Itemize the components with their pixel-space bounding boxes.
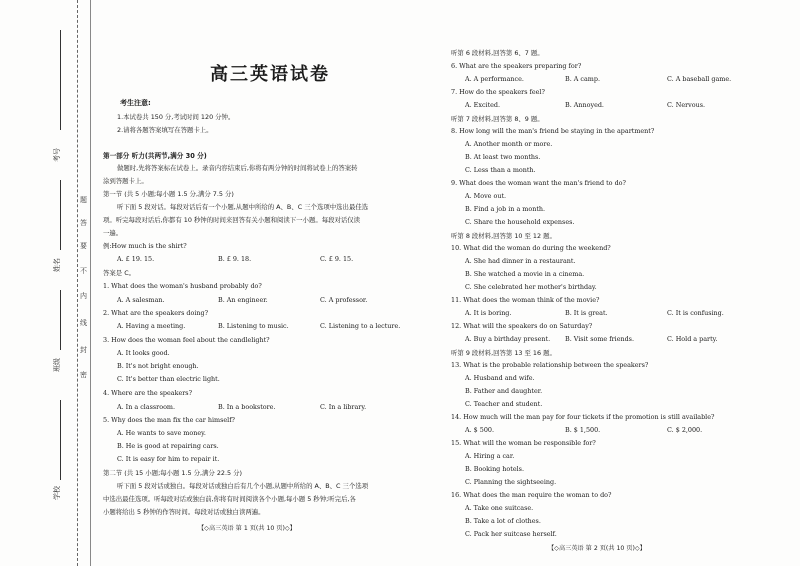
option: C. In a library. — [320, 403, 367, 411]
seal-dashed-line — [77, 0, 78, 566]
option: B. A camp. — [565, 75, 600, 83]
option: B. At least two months. — [465, 153, 541, 161]
question-2: 2. What are the speakers doing? — [103, 309, 208, 317]
option: B. Visit some friends. — [565, 335, 634, 343]
option: A. Hiring a car. — [465, 452, 515, 460]
page-title: 高三英语试卷 — [210, 64, 330, 85]
question-1: 1. What does the woman's husband probably do? — [103, 282, 262, 290]
question-11: 11. What does the woman think of the movie? — [451, 296, 600, 304]
section-two-intro: 中选出最佳选项。听每段对话或独白前,你将有时间阅读各个小题,每小题 5 秒钟;听完后,各 — [103, 495, 356, 503]
option: C. Share the household expenses. — [465, 218, 575, 226]
name-field[interactable] — [60, 180, 61, 250]
seal-char: 内 — [80, 292, 87, 300]
example-answer: 答案是 C。 — [103, 269, 136, 277]
option: C. Planning the sightseeing. — [465, 478, 557, 486]
option: B. Father and daughter. — [465, 387, 543, 395]
question-14: 14. How much will the man pay for four tickets if the promotion is still available? — [451, 413, 715, 421]
option: C. Nervous. — [667, 101, 706, 109]
option: C. She celebrated her mother's birthday. — [465, 283, 597, 291]
option: B. Take a lot of clothes. — [465, 517, 541, 525]
question-8: 8. How long will the man's friend be staying in the apartment? — [451, 127, 655, 135]
example-option: C. £ 9. 15. — [320, 255, 354, 263]
option: C. Hold a party. — [667, 335, 718, 343]
option: A. Excited. — [465, 101, 501, 109]
exam-number-field[interactable] — [60, 30, 61, 130]
note-line: 1.本试卷共 150 分,考试时间 120 分钟。 — [117, 113, 235, 121]
option: B. He is good at repairing cars. — [117, 442, 219, 450]
option: A. She had dinner in a restaurant. — [465, 257, 576, 265]
option: B. In a bookstore. — [218, 403, 276, 411]
section-two-title: 第二节 (共 15 小题;每小题 1.5 分,满分 22.5 分) — [103, 469, 242, 477]
option: A. Another month or more. — [465, 140, 553, 148]
material-heading: 听第 9 段材料,回答第 13 至 16 题。 — [451, 349, 556, 357]
question-15: 15. What will the woman be responsible for? — [451, 439, 596, 447]
name-label: 姓名 — [53, 258, 61, 272]
seal-char: 密 — [80, 371, 87, 379]
option: B. Find a job in a month. — [465, 205, 546, 213]
section-two-intro: 小题将给出 5 秒钟的作答时间。每段对话或独白读两遍。 — [103, 508, 265, 516]
option: B. She watched a movie in a cinema. — [465, 270, 585, 278]
seal-char: 封 — [80, 346, 87, 354]
exam-number-label: 考号 — [53, 148, 61, 162]
option: B. $ 1,500. — [565, 426, 601, 434]
section-one-title: 第一节 (共 5 小题;每小题 1.5 分,满分 7.5 分) — [103, 190, 234, 198]
example-question: 例:How much is the shirt? — [103, 242, 187, 250]
question-4: 4. Where are the speakers? — [103, 389, 193, 397]
seal-solid-line — [90, 0, 91, 566]
option: A. A salesman. — [117, 296, 165, 304]
question-9: 9. What does the woman want the man's friend to do? — [451, 179, 626, 187]
seal-char: 要 — [80, 242, 87, 250]
seal-char: 线 — [80, 319, 87, 327]
section-one-intro: 项。听完每段对话后,你都有 10 秒钟的时间来回答有关小题和阅读下一小题。每段对话仅读 — [103, 216, 361, 224]
option: A. It is boring. — [465, 309, 512, 317]
seal-char: 题 — [80, 196, 87, 204]
option: B. Annoyed. — [565, 101, 604, 109]
option: C. A professor. — [320, 296, 368, 304]
option: A. Move out. — [465, 192, 507, 200]
option: A. He wants to save money. — [117, 429, 206, 437]
section-two-intro: 听下面 5 段对话或独白。每段对话或独白后有几个小题,从题中所给的 A、B、C 三个选项 — [117, 482, 369, 490]
seal-char: 不 — [80, 267, 87, 275]
part-one-intro: 做题时,先将答案标在试卷上。录音内容结束后,你将有两分钟的时间将试卷上的答案转 — [117, 164, 358, 172]
class-label: 班级 — [53, 358, 61, 372]
option: A. Husband and wife. — [465, 374, 535, 382]
option: B. An engineer. — [218, 296, 268, 304]
question-6: 6. What are the speakers preparing for? — [451, 62, 582, 70]
notes-heading: 考生注意: — [120, 99, 151, 107]
binding-strip — [0, 0, 95, 566]
question-13: 13. What is the probable relationship between the speakers? — [451, 361, 649, 369]
option: C. It is easy for him to repair it. — [117, 455, 220, 463]
part-one-title: 第一部分 听力(共两节,满分 30 分) — [103, 152, 207, 160]
option: C. $ 2,000. — [667, 426, 703, 434]
part-one-intro: 涂到答题卡上。 — [103, 177, 148, 185]
page-footer: 【◇高三英语 第 2 页(共 10 页)◇】 — [548, 545, 646, 552]
material-heading: 听第 7 段材料,回答第 8、9 题。 — [451, 115, 544, 123]
example-option: B. £ 9. 18. — [218, 255, 252, 263]
seal-char: 答 — [80, 219, 87, 227]
school-label: 学校 — [53, 486, 61, 500]
class-field[interactable] — [60, 290, 61, 350]
question-5: 5. Why does the man fix the car himself? — [103, 416, 235, 424]
option: C. A baseball game. — [667, 75, 732, 83]
option: C. It's better than electric light. — [117, 375, 220, 383]
question-12: 12. What will the speakers do on Saturday? — [451, 322, 593, 330]
section-one-intro: 一遍。 — [103, 229, 123, 237]
school-field[interactable] — [60, 400, 61, 480]
question-7: 7. How do the speakers feel? — [451, 88, 545, 96]
material-heading: 听第 8 段材料,回答第 10 至 12 题。 — [451, 232, 556, 240]
question-16: 16. What does the man require the woman to do? — [451, 491, 612, 499]
option: B. Booking hotels. — [465, 465, 524, 473]
option: C. Teacher and student. — [465, 400, 543, 408]
option: A. Having a meeting. — [117, 322, 186, 330]
option: B. It is great. — [565, 309, 608, 317]
question-3: 3. How does the woman feel about the candlelight? — [103, 336, 270, 344]
page-footer: 【◇高三英语 第 1 页(共 10 页)◇】 — [198, 525, 296, 532]
option: B. It's not bright enough. — [117, 362, 199, 370]
example-option: A. £ 19. 15. — [117, 255, 155, 263]
option: A. Buy a birthday present. — [465, 335, 551, 343]
option: A. In a classroom. — [117, 403, 176, 411]
option: C. It is confusing. — [667, 309, 724, 317]
option: C. Listening to a lecture. — [320, 322, 401, 330]
question-10: 10. What did the woman do during the weekend? — [451, 244, 611, 252]
note-line: 2.请将各题答案填写在答题卡上。 — [117, 126, 213, 134]
option: A. It looks good. — [117, 349, 170, 357]
option: C. Less than a month. — [465, 166, 536, 174]
option: A. $ 500. — [465, 426, 495, 434]
option: A. A performance. — [465, 75, 524, 83]
option: A. Take one suitcase. — [465, 504, 534, 512]
material-heading: 听第 6 段材料,回答第 6、7 题。 — [451, 49, 544, 57]
section-one-intro: 听下面 5 段对话。每段对话后有一个小题,从题中所给的 A、B、C 三个选项中选出最佳选 — [117, 203, 369, 211]
option: B. Listening to music. — [218, 322, 289, 330]
option: C. Pack her suitcase herself. — [465, 530, 557, 538]
